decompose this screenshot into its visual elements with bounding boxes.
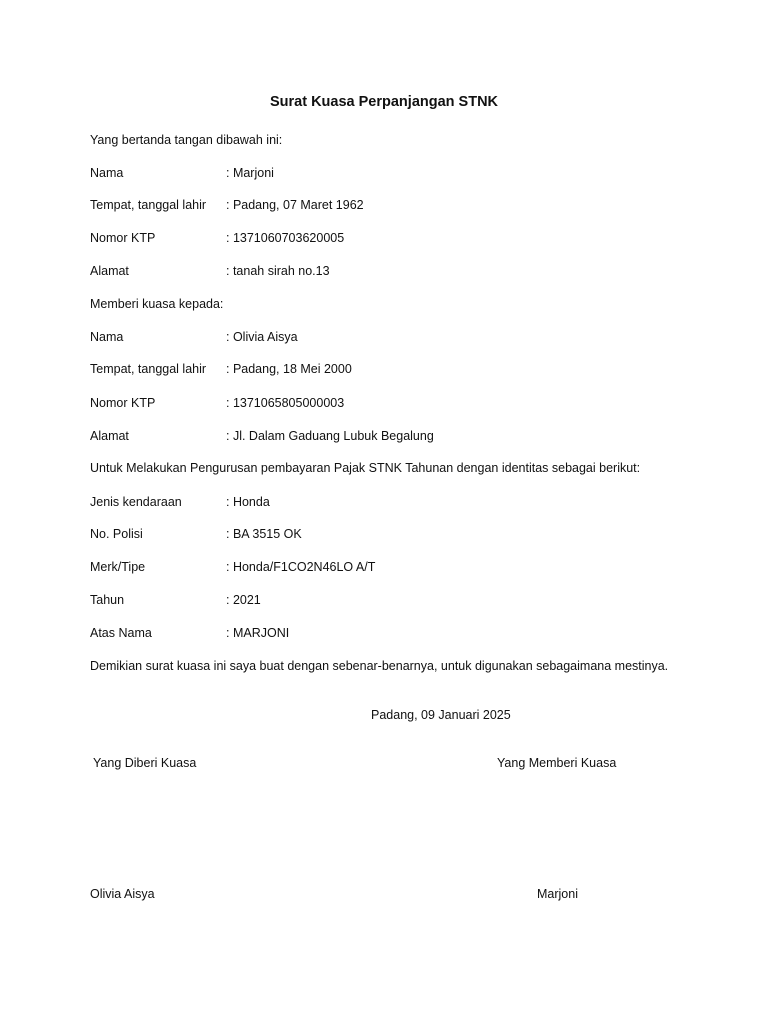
field-label: Nomor KTP (90, 231, 156, 245)
pemberi-row-alamat (90, 264, 330, 278)
place-date: Padang, 09 Januari 2025 (371, 708, 511, 722)
field-label: Alamat (90, 429, 129, 443)
field-label: Nomor KTP (90, 396, 156, 410)
kendaraan-row-polisi (90, 527, 302, 541)
field-value: : Jl. Dalam Gaduang Lubuk Begalung (226, 429, 434, 443)
field-label: Nama (90, 166, 124, 180)
field-label: Tempat, tanggal lahir (90, 198, 207, 212)
field-value: : MARJONI (226, 626, 290, 640)
pemberi-row-ktp (90, 231, 344, 245)
signature-left-name: Olivia Aisya (90, 887, 155, 901)
penerima-row-nama (90, 330, 298, 344)
field-value: : Marjoni (226, 166, 274, 180)
kuasa-intro-text: Memberi kuasa kepada: (90, 297, 224, 311)
penerima-row-ttl (90, 362, 352, 376)
field-label: Nama (90, 330, 124, 344)
field-value: : Honda/F1CO2N46LO A/T (226, 560, 376, 574)
keperluan-text: Untuk Melakukan Pengurusan pembayaran Pajak STNK Tahunan dengan identitas sebagai berikut: (90, 461, 641, 475)
field-label: Merk/Tipe (90, 560, 146, 574)
penerima-row-ktp (90, 396, 344, 410)
kendaraan-row-jenis (90, 495, 270, 509)
kendaraan-row-merk (90, 560, 375, 574)
signature-right-role: Yang Memberi Kuasa (497, 756, 617, 770)
kendaraan-row-tahun (90, 593, 261, 607)
field-value: : Padang, 07 Maret 1962 (226, 198, 364, 212)
field-value: : Padang, 18 Mei 2000 (226, 362, 352, 376)
pemberi-row-nama (90, 166, 274, 180)
signature-right-name: Marjoni (537, 887, 578, 901)
field-value: : BA 3515 OK (226, 527, 302, 541)
field-value: : Olivia Aisya (226, 330, 298, 344)
penerima-row-alamat (90, 429, 434, 443)
field-label: Tempat, tanggal lahir (90, 362, 207, 376)
penutup-text: Demikian surat kuasa ini saya buat dengan sebenar-benarnya, untuk digunakan sebagaimana mestinya. (90, 659, 669, 673)
field-value: : tanah sirah no.13 (226, 264, 330, 278)
field-label: No. Polisi (90, 527, 143, 541)
signature-left-role: Yang Diberi Kuasa (93, 756, 197, 770)
kendaraan-row-atas-nama (90, 626, 289, 640)
field-value: : Honda (226, 495, 270, 509)
field-value: : 1371060703620005 (226, 231, 345, 245)
document-title: Surat Kuasa Perpanjangan STNK (269, 94, 499, 110)
field-label: Jenis kendaraan (90, 495, 182, 509)
field-label: Alamat (90, 264, 129, 278)
field-label: Tahun (90, 593, 125, 607)
intro-text: Yang bertanda tangan dibawah ini: (90, 133, 283, 147)
field-label: Atas Nama (90, 626, 152, 640)
pemberi-row-ttl (90, 198, 364, 212)
field-value: : 1371065805000003 (226, 396, 345, 410)
field-value: : 2021 (226, 593, 261, 607)
